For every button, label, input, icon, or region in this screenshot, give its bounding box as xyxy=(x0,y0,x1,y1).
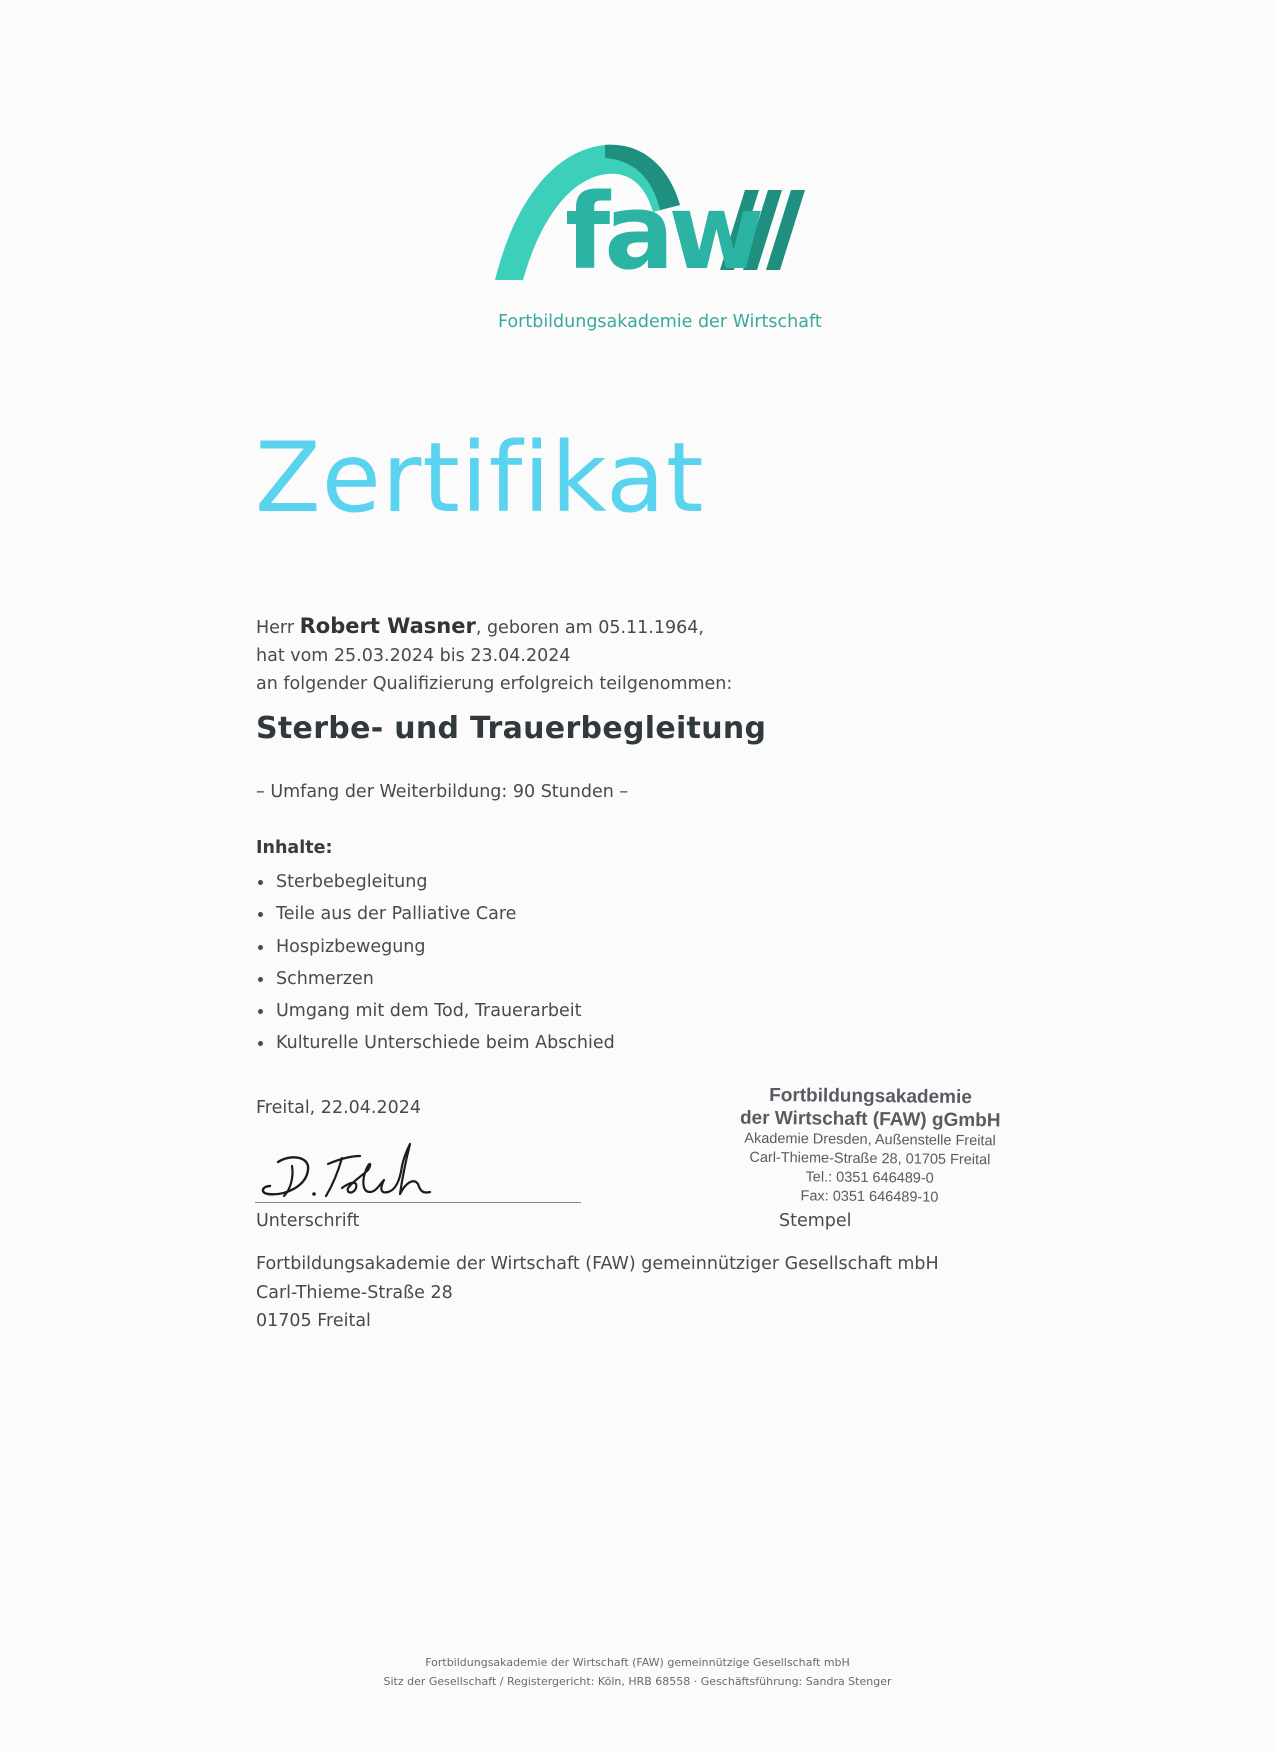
salutation: Herr xyxy=(256,618,295,638)
recipient-name: Robert Wasner xyxy=(299,614,476,638)
list-item: Kulturelle Unterschiede beim Abschied xyxy=(256,1027,615,1059)
issuer-address xyxy=(256,1250,939,1336)
intro-line-3: an folgender Qualifizierung erfolgreich teilgenommen: xyxy=(256,674,733,694)
list-item: Sterbebegleitung xyxy=(256,866,615,898)
stamp-line-2: der Wirtschaft (FAW) gGmbH xyxy=(739,1107,1001,1132)
contents-list xyxy=(256,866,615,1060)
signature-label: Unterschrift xyxy=(256,1211,360,1231)
footer-line-1: Fortbildungsakademie der Wirtschaft (FAW) gemeinnützige Gesellschaft mbH xyxy=(425,1656,850,1669)
stamp-line-1: Fortbildungsakademie xyxy=(769,1084,972,1109)
birth-text: , geboren am 05.11.1964, xyxy=(475,618,704,638)
page-footer xyxy=(0,1653,1275,1691)
stamp-line-4: Carl-Thieme-Straße 28, 01705 Freital xyxy=(749,1149,991,1169)
footer-line-2: Sitz der Gesellschaft / Registergericht: Köln, HRB 68558 · Geschäftsführung: Sandra Stenger xyxy=(383,1675,892,1688)
list-item: Schmerzen xyxy=(256,963,615,995)
address-line-3: 01705 Freital xyxy=(256,1311,371,1331)
address-line-2: Carl-Thieme-Straße 28 xyxy=(256,1282,453,1303)
list-item: Umgang mit dem Tod, Trauerarbeit xyxy=(256,995,615,1027)
intro-line-1 xyxy=(256,612,732,642)
certificate-title: Zertifikat xyxy=(255,422,705,534)
list-item: Hospizbewegung xyxy=(256,931,615,963)
stamp-line-5: Tel.: 0351 646489-0 xyxy=(805,1169,934,1187)
course-scope: – Umfang der Weiterbildung: 90 Stunden – xyxy=(256,782,629,802)
course-title: Sterbe- und Trauerbegleitung xyxy=(256,711,767,746)
contents-heading: Inhalte: xyxy=(256,838,333,858)
company-stamp xyxy=(719,1083,1020,1208)
logo-wordmark: faw xyxy=(565,171,759,293)
list-item: Teile aus der Palliative Care xyxy=(256,898,615,930)
place-date: Freital, 22.04.2024 xyxy=(256,1098,422,1118)
intro-text xyxy=(256,612,732,698)
signature-line xyxy=(255,1202,581,1203)
intro-line-2: hat vom 25.03.2024 bis 23.04.2024 xyxy=(256,646,571,666)
stamp-line-3: Akademie Dresden, Außenstelle Freital xyxy=(744,1130,996,1150)
handwritten-signature xyxy=(250,1130,480,1210)
stamp-line-6: Fax: 0351 646489-10 xyxy=(800,1188,939,1206)
stamp-label: Stempel xyxy=(779,1211,852,1231)
logo-tagline: Fortbildungsakademie der Wirtschaft xyxy=(498,312,822,332)
address-line-1: Fortbildungsakademie der Wirtschaft (FAW) gemeinnütziger Gesellschaft mbH xyxy=(256,1254,939,1274)
faw-logo xyxy=(495,140,875,340)
